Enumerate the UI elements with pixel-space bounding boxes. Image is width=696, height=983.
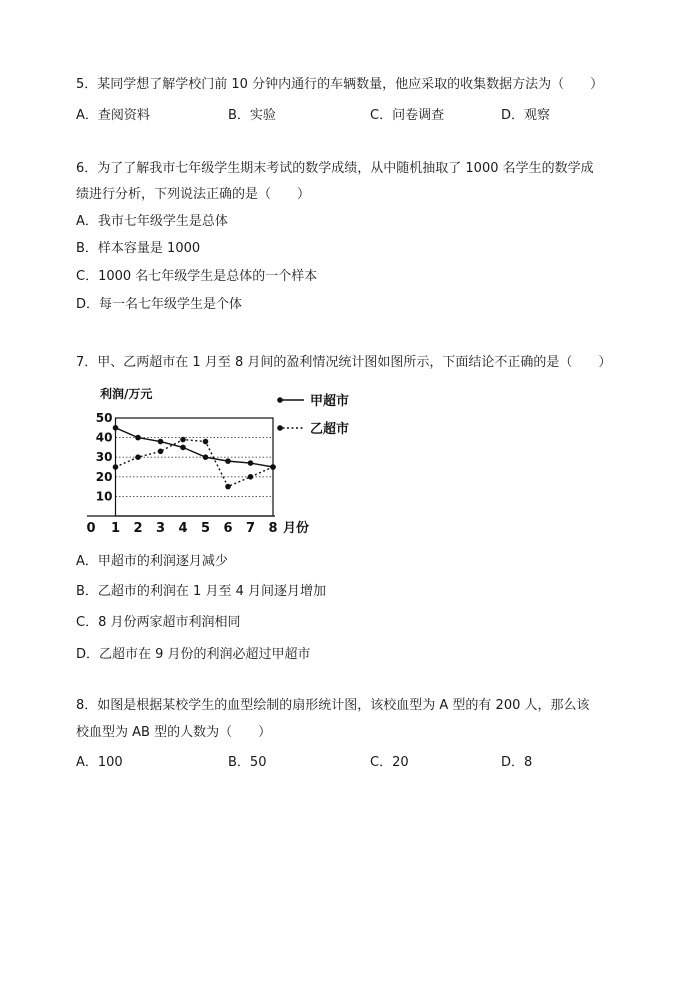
plot-frame	[116, 418, 274, 516]
series-0-point	[180, 445, 186, 451]
x-tick-label: 3	[155, 521, 166, 536]
series-1-point	[113, 464, 119, 470]
series-0-point	[203, 454, 209, 460]
q7-stem: 7．甲、乙两超市在 1 月至 8 月间的盈利情况统计图如图所示，下面结论不正确的是（ ）	[76, 355, 612, 370]
series-0-point	[158, 439, 164, 445]
q5-stem: 5．某同学想了解学校门前 10 分钟内通行的车辆数量，他应采取的收集数据方法为（ ）	[76, 77, 604, 92]
x-tick-label: 2	[133, 521, 143, 536]
q5-options	[76, 107, 636, 125]
q8-options	[76, 754, 636, 772]
y-axis-label: 利润/万元	[100, 387, 153, 401]
q6-option-a[interactable]: A．我市七年级学生是总体	[76, 214, 228, 229]
y-tick-label: 50	[95, 411, 113, 425]
q8-option-c[interactable]: C．20	[370, 755, 409, 770]
chart-series	[113, 425, 276, 489]
legend-marker-1	[277, 425, 283, 431]
q6-option-c[interactable]: C．1000 名七年级学生是总体的一个样本	[76, 269, 318, 284]
origin-label: 0	[86, 521, 96, 536]
q8-option-b[interactable]: B．50	[228, 755, 267, 770]
series-0-point	[248, 460, 254, 466]
q6-option-b[interactable]: B．样本容量是 1000	[76, 241, 201, 256]
q7-option-d[interactable]: D．乙超市在 9 月份的利润必超过甲超市	[76, 647, 311, 662]
chart-legend	[277, 393, 349, 437]
q6-stem-line1: 6．为了了解我市七年级学生期末考试的数学成绩，从中随机抽取了 1000 名学生的数学成	[76, 161, 594, 176]
x-axis-label: 月份	[283, 521, 310, 536]
q5-option-d[interactable]: D．观察	[501, 108, 551, 123]
chart-grid	[116, 438, 274, 497]
series-1-point	[203, 439, 209, 445]
series-0-point	[113, 425, 119, 431]
series-1-point	[135, 454, 141, 460]
q7-option-c[interactable]: C．8 月份两家超市利润相同	[76, 615, 241, 630]
legend-marker-0	[277, 397, 283, 403]
q5-option-a[interactable]: A．查阅资料	[76, 108, 150, 123]
x-tick-label: 4	[178, 521, 188, 536]
q7-option-a[interactable]: A．甲超市的利润逐月减少	[76, 554, 228, 569]
q5-option-b[interactable]: B．实验	[228, 108, 276, 123]
series-1-point	[270, 464, 276, 470]
x-tick-label: 8	[268, 521, 278, 536]
legend-label-1: 乙超市	[310, 422, 350, 437]
q8-option-d[interactable]: D．8	[501, 755, 533, 770]
x-tick-label: 7	[245, 521, 256, 536]
q8-stem-line2: 校血型为 AB 型的人数为（ ）	[76, 725, 272, 740]
q7-option-b[interactable]: B．乙超市的利润在 1 月至 4 月间逐月增加	[76, 584, 326, 599]
series-1-point	[180, 437, 186, 443]
y-tick-label: 10	[95, 489, 113, 504]
legend-label-0: 甲超市	[310, 394, 350, 409]
series-0-point	[135, 435, 141, 441]
x-tick-label: 1	[110, 521, 121, 536]
series-1-point	[225, 484, 231, 490]
x-tick-label: 6	[223, 521, 233, 536]
q8-stem-line1: 8．如图是根据某校学生的血型绘制的扇形统计图，该校血型为 A 型的有 200 人，那么该	[76, 698, 590, 713]
y-tick-label: 20	[95, 469, 113, 484]
q5-option-c[interactable]: C．问卷调查	[370, 108, 445, 123]
y-tick-label: 40	[95, 430, 113, 445]
series-0-point	[225, 458, 231, 464]
y-tick-label: 30	[95, 450, 113, 465]
q8-option-a[interactable]: A．100	[76, 755, 123, 770]
profit-line-chart	[70, 384, 370, 536]
series-1-point	[248, 474, 254, 480]
q6-stem-line2: 绩进行分析，下列说法正确的是（ ）	[76, 187, 311, 202]
x-tick-label: 5	[200, 521, 211, 536]
q6-option-d[interactable]: D．每一名七年级学生是个体	[76, 297, 243, 312]
series-1-point	[158, 449, 164, 455]
